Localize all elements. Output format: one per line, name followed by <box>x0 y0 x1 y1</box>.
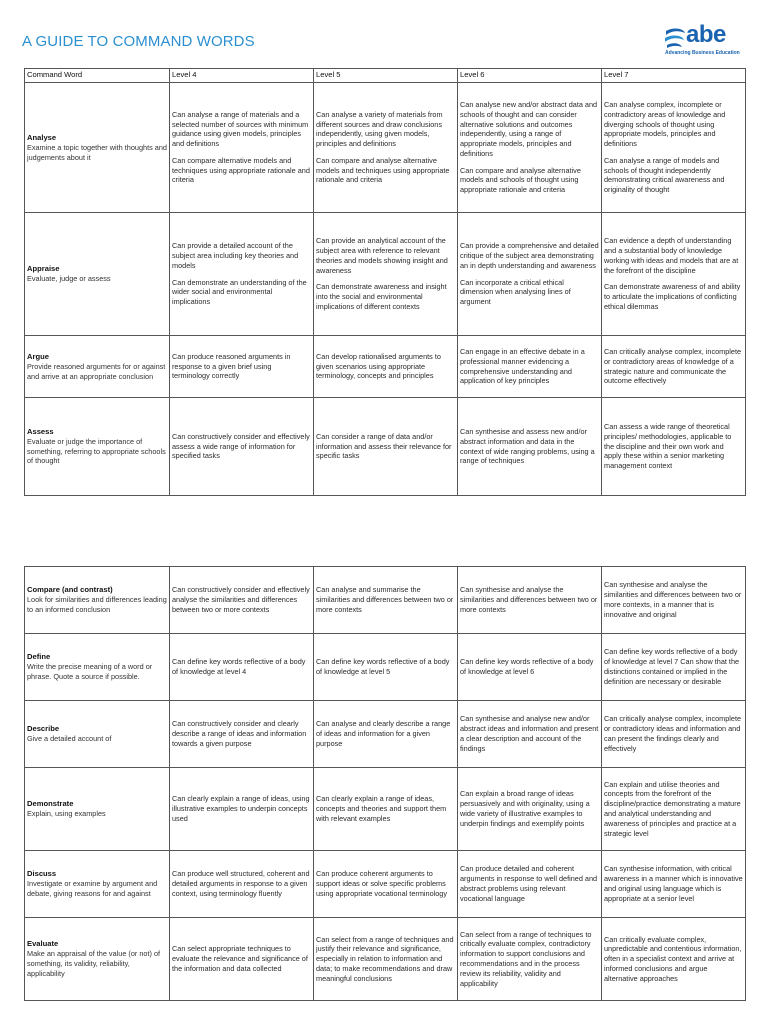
command-word-name: Appraise <box>27 264 60 274</box>
level-descriptor-text: Can synthesise and assess new and/or abstract information and data in the context of wide ranging problems, using a range of techniques <box>460 426 595 466</box>
command-word-cell <box>25 398 170 496</box>
level-5-cell <box>314 918 458 1001</box>
level-6-cell <box>458 701 602 768</box>
level-6-cell <box>458 336 602 398</box>
column-header: Level 4 <box>170 69 314 83</box>
level-descriptor-text: Can clearly explain a range of ideas, concepts and theories and support them with relevant examples <box>316 794 447 823</box>
command-word-cell <box>25 701 170 768</box>
table-body <box>25 83 746 496</box>
level-7-cell <box>602 851 746 918</box>
level-4-cell <box>170 567 314 634</box>
swoosh-icon <box>663 27 687 49</box>
level-4-cell <box>170 83 314 213</box>
level-5-cell <box>314 567 458 634</box>
command-words-table-2 <box>24 566 746 1001</box>
level-7-cell <box>602 336 746 398</box>
level-descriptor-text: Can evidence a depth of understanding and a substantial body of knowledge working with ideas and models that are at the forefront of the discipline <box>604 236 739 275</box>
abe-logo <box>663 21 748 57</box>
command-word-cell <box>25 634 170 701</box>
column-header: Level 5 <box>314 69 458 83</box>
level-7-cell <box>602 634 746 701</box>
level-4-cell <box>170 701 314 768</box>
command-word-name: Define <box>27 652 51 662</box>
level-6-cell <box>458 213 602 336</box>
command-word-name: Describe <box>27 724 60 734</box>
level-6-cell <box>458 567 602 634</box>
level-descriptor-text: Can analyse a range of models and schools of thought independently demonstrating critical awareness and originality of thought <box>604 155 725 195</box>
level-5-cell <box>314 634 458 701</box>
command-word-description: Make an appraisal of the value (or not) of something, its validity, reliability, applicability <box>27 949 161 978</box>
level-6-cell <box>458 851 602 918</box>
command-word-cell <box>25 918 170 1001</box>
table-row <box>25 634 746 701</box>
level-descriptor-text: Can select appropriate techniques to evaluate the relevance and significance of the information and data collected <box>172 944 308 973</box>
command-word-name: Discuss <box>27 869 57 879</box>
level-descriptor-text: Can provide an analytical account of the subject area with reference to relevant theories and models showing insight and awareness <box>316 236 448 275</box>
level-descriptor-text: Can compare alternative models and techniques using appropriate rationale and criteria <box>172 155 310 185</box>
command-word-cell <box>25 768 170 851</box>
level-descriptor-text: Can produce reasoned arguments in response to a given brief using terminology correctly <box>172 351 291 381</box>
level-descriptor-text: Can assess a wide range of theoretical principles/ methodologies, applicable to the discipline and their own work and apply these within a senior marketing management context <box>604 422 732 471</box>
table-row <box>25 701 746 768</box>
column-header: Command Word <box>25 69 170 83</box>
logo-tagline: Advancing Business Education <box>665 50 740 56</box>
table-row <box>25 83 746 213</box>
level-descriptor-text: Can constructively consider and clearly describe a range of ideas and information towards a given purpose <box>172 719 307 748</box>
level-descriptor-text: Can analyse a range of materials and a selected number of sources with minimum guidance using given models, principles and definitions <box>172 109 309 149</box>
level-7-cell <box>602 83 746 213</box>
level-4-cell <box>170 768 314 851</box>
command-word-description: Examine a topic together with thoughts and judgements about it <box>27 142 167 162</box>
level-5-cell <box>314 701 458 768</box>
table-row <box>25 336 746 398</box>
command-word-description: Evaluate or judge the importance of something, referring to appropriate schools of thought <box>27 436 166 466</box>
command-word-name: Demonstrate <box>27 799 74 809</box>
table-row <box>25 213 746 336</box>
level-descriptor-text: Can consider a range of data and/or information and assess their relevance for specific tasks <box>316 431 452 461</box>
level-descriptor-text: Can synthesise and analyse the similarities and differences between two or more contexts <box>460 585 598 614</box>
command-word-description: Look for similarities and differences leading to an informed conclusion <box>27 595 167 615</box>
level-descriptor-text: Can clearly explain a range of ideas, using illustrative examples to underpin concepts used <box>172 794 310 823</box>
level-descriptor-text: Can select from a range of techniques to critically evaluate complex, contradictory information to support conclusions and recommendations and in the process review its reliability, validity and applicability <box>460 929 592 988</box>
level-descriptor-text: Can define key words reflective of a body of knowledge at level 5 <box>316 657 450 676</box>
level-descriptor-text: Can analyse a variety of materials from different sources and draw conclusions independently, using given models, principles and definitions <box>316 109 443 149</box>
level-7-cell <box>602 567 746 634</box>
command-word-cell <box>25 567 170 634</box>
level-7-cell <box>602 213 746 336</box>
table-header-row <box>25 69 746 83</box>
command-word-name: Compare (and contrast) <box>27 585 113 595</box>
level-5-cell <box>314 768 458 851</box>
level-descriptor-text: Can analyse and clearly describe a range of ideas and information for a given purpose <box>316 719 451 748</box>
level-descriptor-text: Can constructively consider and effectively assess a wide range of information for specified tasks <box>172 431 310 461</box>
level-6-cell <box>458 398 602 496</box>
level-descriptor-text: Can compare and analyse alternative models and techniques using appropriate rationale and criteria <box>316 155 450 185</box>
level-6-cell <box>458 768 602 851</box>
level-4-cell <box>170 213 314 336</box>
level-descriptor-text: Can produce coherent arguments to support ideas or solve specific problems using appropriate vocational terminology <box>316 869 448 898</box>
level-descriptor-text: Can explain and utilise theories and concepts from the forefront of the discipline/practice demonstrating a mature and analytical understanding and awareness of principles and practice at a strategic level <box>604 779 741 838</box>
command-word-cell <box>25 336 170 398</box>
level-descriptor-text: Can compare and analyse alternative models and schools of thought using appropriate rationale and criteria <box>460 165 581 195</box>
table-row <box>25 768 746 851</box>
level-descriptor-text: Can demonstrate awareness and insight into the social and environmental implications of different contexts <box>316 282 447 311</box>
level-7-cell <box>602 398 746 496</box>
command-word-name: Analyse <box>27 132 57 142</box>
level-6-cell <box>458 918 602 1001</box>
command-word-description: Investigate or examine by argument and debate, giving reasons for and against <box>27 879 158 899</box>
command-word-name: Argue <box>27 351 49 361</box>
table-row <box>25 398 746 496</box>
level-6-cell <box>458 634 602 701</box>
level-descriptor-text: Can define key words reflective of a body of knowledge at level 4 <box>172 657 306 676</box>
level-descriptor-text: Can engage in an effective debate in a professional manner evidencing a comprehensive understanding and application of key principles <box>460 346 585 386</box>
command-word-name: Assess <box>27 426 54 436</box>
page-title: A GUIDE TO COMMAND WORDS <box>22 33 255 50</box>
level-6-cell <box>458 83 602 213</box>
logo-wordmark: abe <box>686 21 726 48</box>
level-descriptor-text: Can analyse new and/or abstract data and schools of thought and can consider alternative solutions and outcomes independently, using a range of appropriate models, principles and definitions <box>460 100 598 158</box>
level-descriptor-text: Can synthesise and analyse new and/or abstract ideas and information and present a clear description and account of the findings <box>460 714 599 753</box>
command-word-description: Evaluate, judge or assess <box>27 274 111 284</box>
command-word-description: Write the precise meaning of a word or phrase. Quote a source if possible. <box>27 662 153 682</box>
level-7-cell <box>602 768 746 851</box>
command-word-cell <box>25 83 170 213</box>
level-4-cell <box>170 851 314 918</box>
level-descriptor-text: Can produce detailed and coherent arguments in response to well defined and abstract problems using relevant vocational language <box>460 864 598 903</box>
level-4-cell <box>170 918 314 1001</box>
table-row <box>25 567 746 634</box>
level-5-cell <box>314 213 458 336</box>
level-descriptor-text: Can demonstrate an understanding of the wider social and environmental implications <box>172 277 307 307</box>
level-descriptor-text: Can analyse complex, incomplete or contradictory areas of knowledge and diverging schools of thought using appropriate models, principles and definitions <box>604 100 726 149</box>
level-descriptor-text: Can critically analyse complex, incomplete or contradictory areas of knowledge of a strategic nature and communicate the outcome effectively <box>604 346 742 386</box>
level-descriptor-text: Can demonstrate awareness of and ability to articulate the implications of conflicting ethical dilemmas <box>604 282 741 311</box>
level-4-cell <box>170 634 314 701</box>
level-7-cell <box>602 701 746 768</box>
level-descriptor-text: Can synthesise information, with critical awareness in a manner which is innovative and original using language which is appropriate at a senior level <box>604 864 743 903</box>
level-descriptor-text: Can synthesise and analyse the similarities and differences between two or more contexts, in a manner that is innovative and original <box>604 580 742 619</box>
column-header: Level 6 <box>458 69 602 83</box>
level-5-cell <box>314 83 458 213</box>
command-word-description: Give a detailed account of <box>27 734 112 744</box>
column-header: Level 7 <box>602 69 746 83</box>
command-words-table-1 <box>24 68 746 496</box>
level-descriptor-text: Can develop rationalised arguments to given scenarios using appropriate terminology, concepts and principles <box>316 351 441 381</box>
level-7-cell <box>602 918 746 1001</box>
level-descriptor-text: Can select from a range of techniques and justify their relevance and significance, especially in relation to information and data; to make recommendations and draw meaningful conclusions <box>316 934 454 983</box>
level-4-cell <box>170 398 314 496</box>
level-descriptor-text: Can incorporate a critical ethical dimension when analysing lines of argument <box>460 277 571 307</box>
level-descriptor-text: Can define key words reflective of a body of knowledge at level 7 Can show that the distinctions contained or implied in the definition are necessary or desirable <box>604 647 740 686</box>
command-word-description: Explain, using examples <box>27 809 106 819</box>
level-5-cell <box>314 851 458 918</box>
table-row <box>25 918 746 1001</box>
level-descriptor-text: Can provide a detailed account of the subject area including key theories and models <box>172 241 299 270</box>
command-word-cell <box>25 851 170 918</box>
level-5-cell <box>314 398 458 496</box>
level-5-cell <box>314 336 458 398</box>
level-descriptor-text: Can critically analyse complex, incomplete or contradictory ideas and information and can present the findings clearly and effectively <box>604 714 742 753</box>
table-row <box>25 851 746 918</box>
level-descriptor-text: Can define key words reflective of a body of knowledge at level 6 <box>460 657 594 676</box>
level-descriptor-text: Can provide a comprehensive and detailed critique of the subject area demonstrating an in depth understanding and awareness <box>460 241 599 270</box>
level-4-cell <box>170 336 314 398</box>
command-word-description: Provide reasoned arguments for or against and arrive at an appropriate conclusion <box>27 361 166 381</box>
level-descriptor-text: Can analyse and summarise the similarities and differences between two or more contexts <box>316 585 454 614</box>
level-descriptor-text: Can constructively consider and effectively analyse the similarities and differences between two or more contexts <box>172 585 310 614</box>
level-descriptor-text: Can produce well structured, coherent and detailed arguments in response to a given context, using terminology fluently <box>172 869 310 898</box>
level-descriptor-text: Can explain a broad range of ideas persuasively and with originality, using a wide variety of illustrative examples to underpin findings and exemplify points <box>460 789 590 828</box>
level-descriptor-text: Can critically evaluate complex, unpredictable and contentious information, often in a specialist context and arrive at informed conclusions and argue alternative approaches <box>604 934 742 983</box>
command-word-cell <box>25 213 170 336</box>
table-body <box>25 567 746 1001</box>
command-word-name: Evaluate <box>27 939 59 949</box>
